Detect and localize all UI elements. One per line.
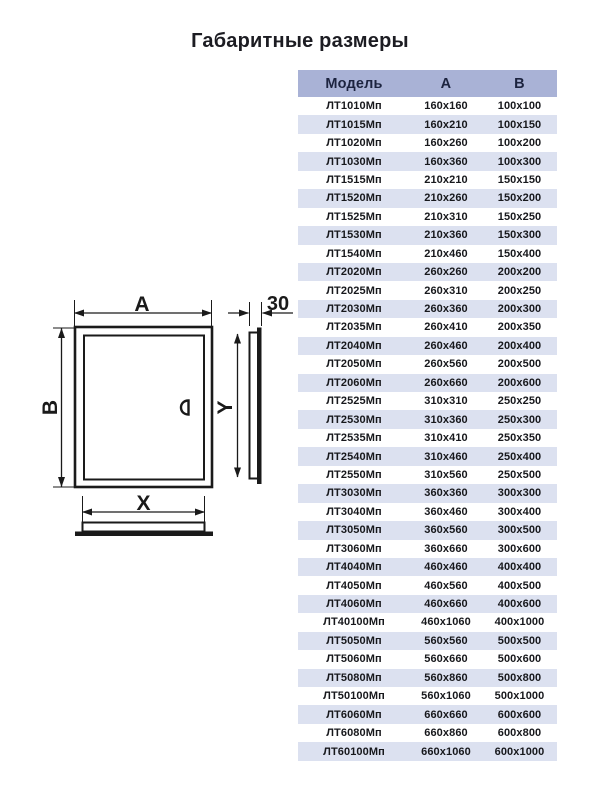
- cell-a: 260х460: [424, 339, 468, 352]
- table-header-row: [298, 70, 557, 97]
- cell-a: 360х360: [424, 487, 468, 500]
- size-table: [298, 70, 557, 761]
- cell-a: 460х660: [424, 598, 468, 611]
- cell-model: ЛТ2040Мп: [326, 339, 382, 352]
- table-row: [298, 171, 557, 189]
- cell-b: 300х600: [497, 542, 542, 555]
- cell-b: 500х1000: [494, 690, 545, 703]
- table-row: [298, 300, 557, 318]
- table-row: [298, 503, 557, 521]
- cell-a: 260х660: [424, 376, 468, 389]
- cell-a: 160х210: [424, 118, 468, 131]
- cell-model: ЛТ2020Мп: [326, 266, 382, 279]
- front-view: [75, 327, 212, 487]
- cell-b: 200х250: [497, 284, 542, 297]
- cell-b: 200х350: [497, 321, 542, 334]
- cell-model: ЛТ3030Мп: [326, 487, 382, 500]
- cell-b: 100х300: [497, 155, 542, 168]
- table-row: [298, 281, 557, 299]
- table-row: [298, 152, 557, 170]
- table-row: [298, 540, 557, 558]
- cell-model: ЛТ2540Мп: [326, 450, 382, 463]
- col-header-a: А: [410, 70, 482, 97]
- cell-a: 260х360: [424, 303, 468, 316]
- table-row: [298, 115, 557, 133]
- cell-model: ЛТ2525Мп: [326, 395, 382, 408]
- cell-model: ЛТ1540Мп: [326, 247, 382, 260]
- table-row: [298, 189, 557, 207]
- cell-a: 210х360: [424, 229, 468, 242]
- cell-b: 300х500: [497, 524, 542, 537]
- cell-a: 260х560: [424, 358, 468, 371]
- table-row: [298, 632, 557, 650]
- cell-b: 100х200: [497, 137, 542, 150]
- cell-a: 360х460: [424, 505, 468, 518]
- cell-b: 400х600: [497, 598, 542, 611]
- cell-b: 150х400: [497, 247, 542, 260]
- table-row: [298, 705, 557, 723]
- cell-model: ЛТ2030Мп: [326, 303, 382, 316]
- cell-a: 310х460: [424, 450, 468, 463]
- cell-b: 600х1000: [494, 745, 545, 758]
- table-row: [298, 521, 557, 539]
- cell-b: 500х600: [497, 653, 542, 666]
- dim-x-label: X: [136, 492, 151, 515]
- table-row: [298, 558, 557, 576]
- cell-model: ЛТ4060Мп: [326, 598, 382, 611]
- cell-b: 200х300: [497, 303, 542, 316]
- table-row: [298, 374, 557, 392]
- cell-model: ЛТ5060Мп: [326, 653, 382, 666]
- cell-a: 660х860: [424, 727, 468, 740]
- cell-model: ЛТ2025Мп: [326, 284, 382, 297]
- cell-a: 460х560: [424, 579, 468, 592]
- dim-y: [214, 334, 238, 477]
- table-row: [298, 595, 557, 613]
- table-row: [298, 97, 557, 115]
- table-row: [298, 466, 557, 484]
- table-row: [298, 429, 557, 447]
- cell-a: 210х310: [424, 210, 468, 223]
- cell-model: ЛТ3040Мп: [326, 505, 382, 518]
- cell-a: 360х560: [424, 524, 468, 537]
- cell-model: ЛТ5050Мп: [326, 634, 382, 647]
- table-body: [298, 97, 557, 761]
- cell-a: 360х660: [424, 542, 468, 555]
- cell-b: 100х100: [497, 100, 542, 113]
- table-row: [298, 263, 557, 281]
- cell-b: 300х400: [497, 505, 542, 518]
- cell-model: ЛТ6080Мп: [326, 727, 382, 740]
- table-row: [298, 318, 557, 336]
- cell-a: 210х210: [424, 173, 468, 186]
- cell-a: 310х310: [424, 395, 468, 408]
- dim-b-label: B: [39, 399, 62, 416]
- cell-model: ЛТ50100Мп: [323, 690, 385, 703]
- cell-b: 150х200: [497, 192, 542, 205]
- dim-a-label: A: [134, 293, 150, 316]
- cell-model: ЛТ1015Мп: [326, 118, 382, 131]
- cell-b: 150х250: [497, 210, 542, 223]
- bottom-frame-flange: [75, 532, 213, 537]
- cell-a: 160х360: [424, 155, 468, 168]
- cell-a: 560х860: [424, 671, 468, 684]
- col-header-b: В: [482, 70, 557, 97]
- dim-depth-label: 30: [266, 293, 290, 315]
- bottom-box-body: [83, 523, 205, 532]
- cell-model: ЛТ2050Мп: [326, 358, 382, 371]
- cell-a: 660х1060: [421, 745, 471, 758]
- cell-b: 250х350: [497, 432, 542, 445]
- side-view: [250, 328, 262, 485]
- table-row: [298, 650, 557, 668]
- table-row: [298, 484, 557, 502]
- cell-b: 150х300: [497, 229, 542, 242]
- cell-b: 100х150: [497, 118, 542, 131]
- side-frame-flange: [250, 333, 259, 479]
- cell-b: 200х200: [497, 266, 542, 279]
- table-row: [298, 687, 557, 705]
- cell-b: 500х800: [497, 671, 542, 684]
- cell-b: 600х800: [497, 727, 542, 740]
- cell-model: ЛТ40100Мп: [323, 616, 385, 629]
- side-door-face: [257, 328, 262, 485]
- cell-model: ЛТ2530Мп: [326, 413, 382, 426]
- cell-b: 250х300: [497, 413, 542, 426]
- cell-b: 600х600: [497, 708, 542, 721]
- table-row: [298, 576, 557, 594]
- cell-b: 250х250: [497, 395, 542, 408]
- dim-depth: [228, 293, 293, 326]
- table-row: [298, 613, 557, 631]
- table-row: [298, 245, 557, 263]
- table-row: [298, 337, 557, 355]
- cell-a: 160х260: [424, 137, 468, 150]
- cell-b: 400х400: [497, 561, 542, 574]
- dim-b: [39, 328, 74, 487]
- cell-a: 460х1060: [421, 616, 471, 629]
- cell-model: ЛТ3050Мп: [326, 524, 382, 537]
- table-row: [298, 208, 557, 226]
- cell-model: ЛТ1530Мп: [326, 229, 382, 242]
- cell-model: ЛТ4040Мп: [326, 561, 382, 574]
- cell-a: 560х560: [424, 634, 468, 647]
- cell-model: ЛТ1030Мп: [326, 155, 382, 168]
- dimension-diagram: [0, 285, 300, 545]
- dim-a: [75, 293, 212, 326]
- table-row: [298, 355, 557, 373]
- cell-model: ЛТ2060Мп: [326, 376, 382, 389]
- cell-b: 150х150: [497, 173, 542, 186]
- table-row: [298, 447, 557, 465]
- cell-a: 660х660: [424, 708, 468, 721]
- cell-model: ЛТ1010Мп: [326, 100, 382, 113]
- col-header-model: Модель: [298, 70, 410, 97]
- cell-b: 300х300: [497, 487, 542, 500]
- cell-a: 310х410: [424, 432, 468, 445]
- cell-b: 500х500: [497, 634, 542, 647]
- table-row: [298, 134, 557, 152]
- cell-b: 200х500: [497, 358, 542, 371]
- table-row: [298, 742, 557, 760]
- table-row: [298, 410, 557, 428]
- cell-b: 400х500: [497, 579, 542, 592]
- dim-x: [83, 492, 205, 522]
- cell-model: ЛТ1020Мп: [326, 137, 382, 150]
- door-handle-icon: [181, 401, 189, 415]
- cell-a: 260х410: [424, 321, 468, 334]
- cell-model: ЛТ4050Мп: [326, 579, 382, 592]
- table-row: [298, 392, 557, 410]
- cell-model: ЛТ6060Мп: [326, 708, 382, 721]
- cell-model: ЛТ60100Мп: [323, 745, 385, 758]
- cell-a: 210х260: [424, 192, 468, 205]
- cell-a: 460х460: [424, 561, 468, 574]
- cell-a: 160х160: [424, 100, 468, 113]
- cell-model: ЛТ1515Мп: [326, 173, 382, 186]
- table-row: [298, 669, 557, 687]
- page-title: Габаритные размеры: [191, 30, 409, 52]
- cell-model: ЛТ2535Мп: [326, 432, 382, 445]
- cell-b: 250х400: [497, 450, 542, 463]
- cell-b: 200х600: [497, 376, 542, 389]
- cell-a: 260х310: [424, 284, 468, 297]
- cell-b: 400х1000: [494, 616, 545, 629]
- dim-y-label: Y: [214, 400, 237, 415]
- cell-b: 250х500: [497, 468, 542, 481]
- cell-a: 560х660: [424, 653, 468, 666]
- cell-model: ЛТ3060Мп: [326, 542, 382, 555]
- cell-model: ЛТ5080Мп: [326, 671, 382, 684]
- cell-model: ЛТ2035Мп: [326, 321, 382, 334]
- cell-a: 310х560: [424, 468, 468, 481]
- cell-model: ЛТ1520Мп: [326, 192, 382, 205]
- bottom-view: [75, 523, 213, 537]
- cell-a: 310х360: [424, 413, 468, 426]
- cell-a: 210х460: [424, 247, 468, 260]
- cell-b: 200х400: [497, 339, 542, 352]
- cell-model: ЛТ2550Мп: [326, 468, 382, 481]
- table-row: [298, 226, 557, 244]
- cell-a: 260х260: [424, 266, 468, 279]
- cell-model: ЛТ1525Мп: [326, 210, 382, 223]
- cell-a: 560х1060: [421, 690, 471, 703]
- table-row: [298, 724, 557, 742]
